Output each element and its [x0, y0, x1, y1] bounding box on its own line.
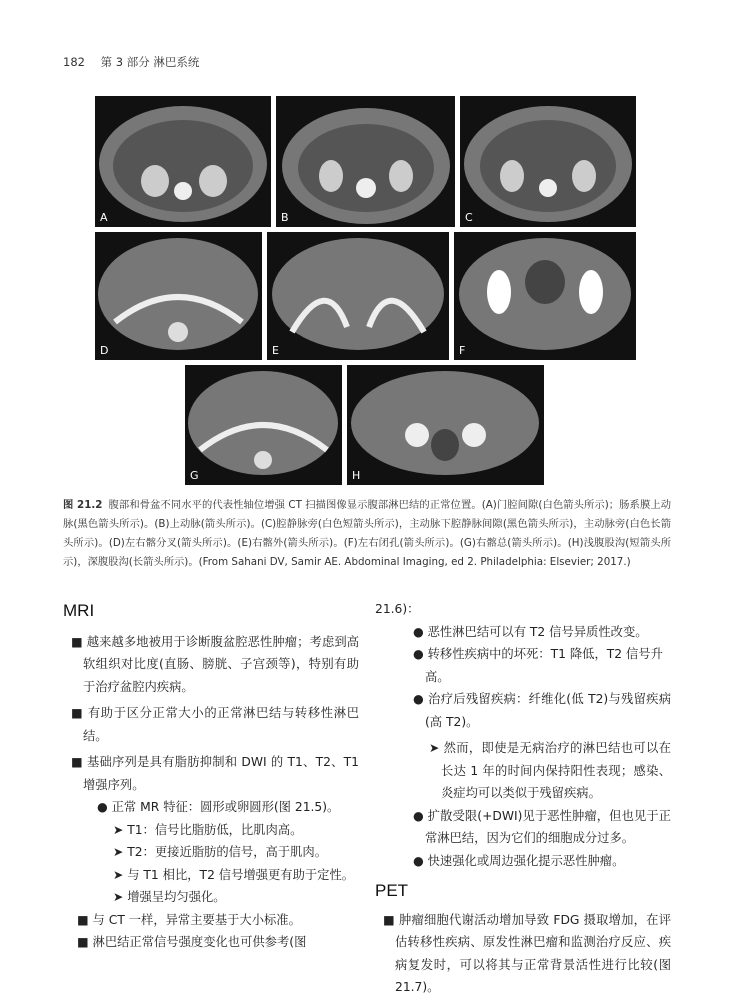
- bullet: ● 治疗后残留疾病：纤维化(低 T2)与残留疾病(高 T2)。: [413, 692, 671, 729]
- paragraph: ■ 越来越多地被用于诊断腹盆腔恶性肿瘤；考虑到高软组织对比度(直肠、膀胱、子宫颈等)，特别有助于治疗盆腔内疾病。: [71, 634, 359, 694]
- ct-panel-f: [454, 232, 636, 360]
- bullet: ● 正常 MR 特征：圆形或卵圆形(图 21.5)。: [97, 800, 340, 814]
- paragraph: ■ 与 CT 一样，异常主要基于大小标准。: [77, 912, 301, 927]
- bullet: ● 恶性淋巴结可以有 T2 信号异质性改变。: [413, 624, 648, 639]
- sub-bullet: ➤ 与 T1 相比，T2 信号增强更有助于定性。: [113, 867, 355, 882]
- mri-heading: MRI: [63, 601, 95, 620]
- bullet: ● 快速强化或周边强化提示恶性肿瘤。: [413, 853, 625, 868]
- paragraph: ■ 有助于区分正常大小的正常淋巴结与转移性淋巴结。: [71, 706, 359, 743]
- panel-label: F: [459, 344, 466, 357]
- bullet: ● 扩散受限(+DWI)见于恶性肿瘤，但也见于正常淋巴结，因为它们的细胞成分过多。: [413, 808, 671, 845]
- bullet: ● 转移性疾病中的坏死：T1 降低，T2 信号升高。: [413, 647, 663, 684]
- running-header: [63, 54, 199, 70]
- panel-label: C: [465, 211, 473, 224]
- section-title: 第 3 部分 淋巴系统: [100, 55, 200, 69]
- paragraph: ■ 基础序列是具有脂肪抑制和 DWI 的 T1、T2、T1 增强序列。: [71, 755, 359, 792]
- panel-label: G: [190, 469, 199, 482]
- panel-label: B: [281, 211, 289, 224]
- paragraph-continued: 21.6)：: [375, 602, 420, 616]
- caption-label: 图 21.2: [63, 499, 103, 511]
- sub-bullet: ➤ T2：更接近脂肪的信号，高于肌肉。: [113, 845, 328, 859]
- panel-label: D: [100, 344, 109, 357]
- ct-panel-c: [460, 96, 636, 227]
- sub-bullet: ➤ 然而，即使是无病治疗的淋巴结也可以在长达 1 年的时间内保持阳性表现；感染、炎症均可以类似于残留疾病。: [429, 741, 671, 800]
- left-column: [63, 600, 359, 954]
- panel-label: A: [100, 211, 108, 224]
- sub-bullet: ➤ 增强呈均匀强化。: [113, 890, 226, 904]
- right-column: [375, 598, 671, 999]
- ct-panel-a: [95, 96, 271, 227]
- caption-text: 腹部和骨盆不同水平的代表性轴位增强 CT 扫描图像显示腹部淋巴结的正常位置。(A)门腔间隙(白色箭头所示)；肠系膜上动脉(黑色箭头所示)。(B)上动脉(箭头所示)。(C)腔静脉旁(白色短箭头所示)，主动脉下腔静脉间隙(黑色箭头所示)，主动脉旁(白色长箭头所示)。(D)左右髂分叉(箭头所示)。(E)右髂外(箭头所示)。(F)左右闭孔(箭头所示)。(G)右髂总(箭头所示)。(H)浅腹股沟(短箭头所示)，深腹股沟(长箭头所示)。(From Sahani DV, Samir AE. Abdominal Imaging, ed 2. Philadelphia: Elsevier; 2017.): [63, 499, 671, 568]
- pet-heading: PET: [375, 881, 409, 900]
- ct-panel-g: [185, 365, 342, 485]
- ct-panel-e: [267, 232, 449, 360]
- sub-bullet: ➤ T1：信号比脂肪低，比肌肉高。: [113, 822, 303, 837]
- ct-panel-h: [347, 365, 544, 485]
- ct-panel-b: [276, 96, 455, 227]
- figure-caption: [63, 496, 671, 572]
- ct-panel-d: [95, 232, 262, 360]
- panel-label: E: [272, 344, 279, 357]
- panel-label: H: [352, 469, 361, 482]
- paragraph: ■ 肿瘤细胞代谢活动增加导致 FDG 摄取增加，在评估转移性疾病、原发性淋巴瘤和监测治疗反应、疾病复发时，可以将其与正常背景活性进行比较(图 21.7)。: [383, 912, 671, 994]
- paragraph: ■ 淋巴结正常信号强度变化也可供参考(图: [77, 935, 307, 949]
- page-number: 182: [63, 55, 85, 69]
